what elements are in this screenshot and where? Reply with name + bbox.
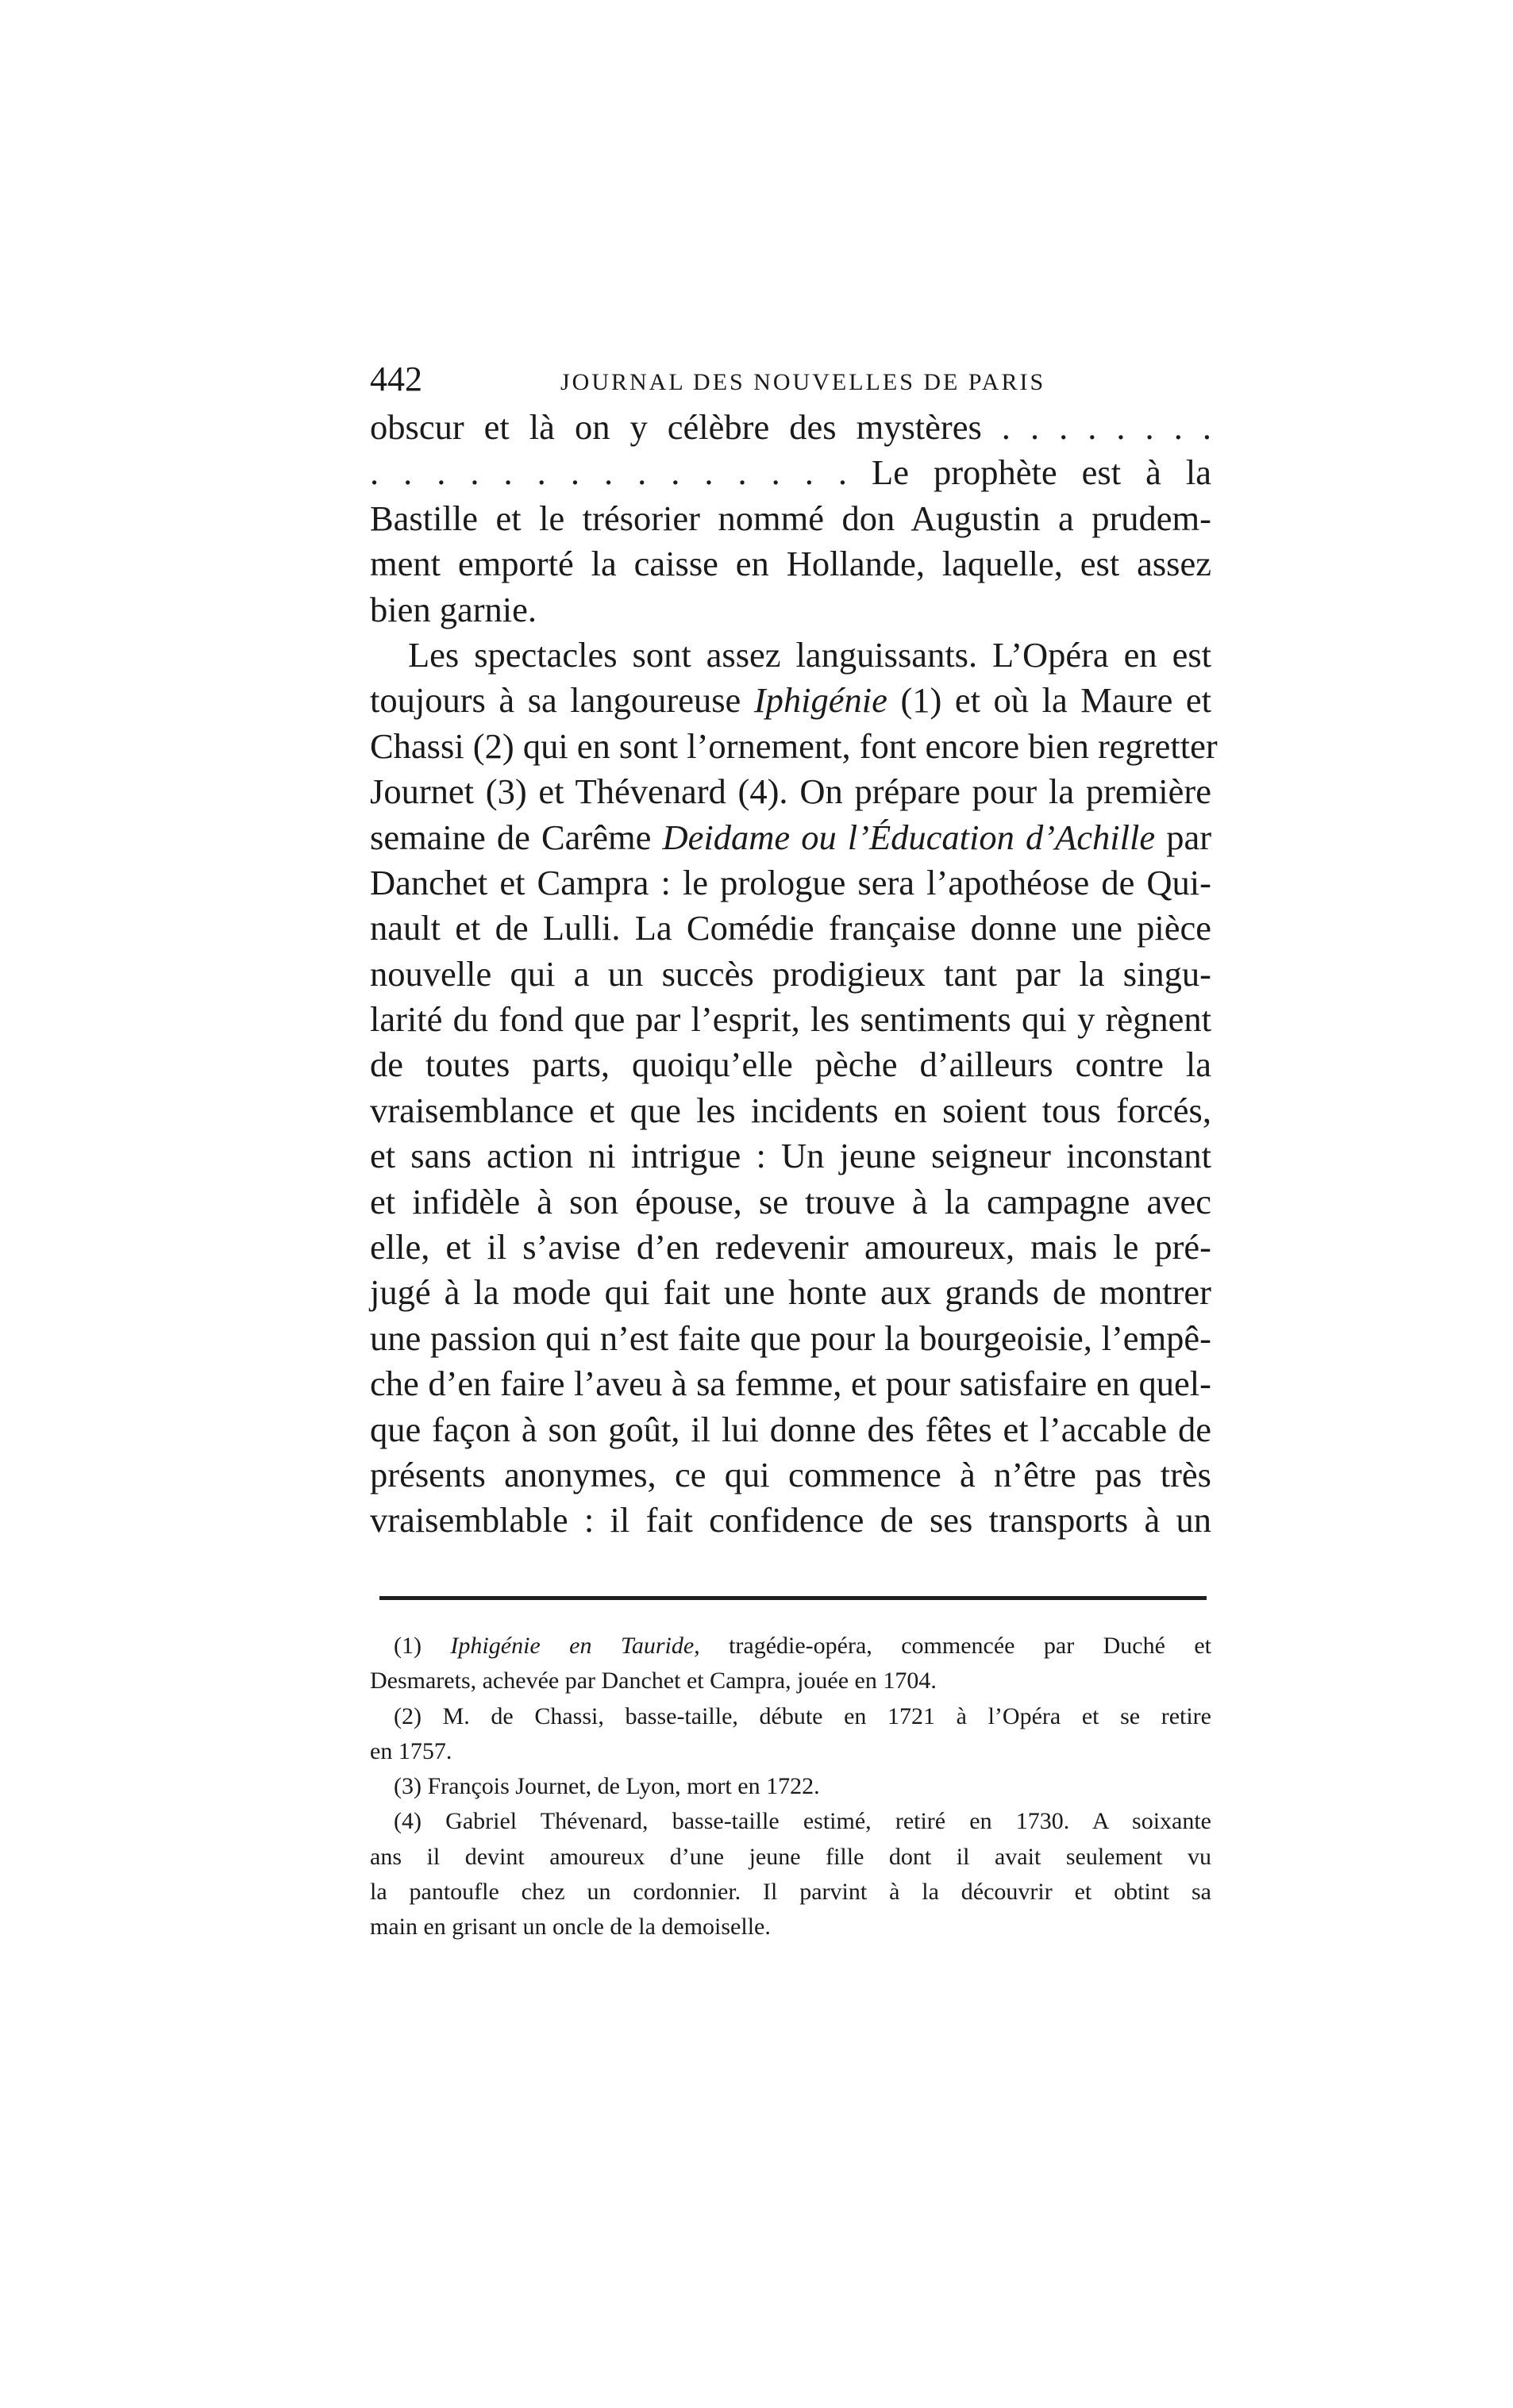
text-line: che d’en faire l’aveu à sa femme, et pour satisfaire en quel- <box>370 1364 1211 1404</box>
text-line: larité du fond que par l’esprit, les sentiments qui y règnent <box>370 999 1211 1040</box>
text-line: Bastille et le trésorier nommé don Augustin a prudem- <box>370 498 1211 538</box>
footnote-line: la pantoufle chez un cordonnier. Il parvint à la découvrir et obtint sa <box>370 1879 1211 1906</box>
text-line: de toutes parts, quoiqu’elle pèche d’ailleurs contre la <box>370 1044 1211 1085</box>
page-header <box>370 356 1211 403</box>
text-line: nouvelle qui a un succès prodigieux tant par la singu- <box>370 953 1211 994</box>
text-line: présents anonymes, ce qui commence à n’être pas très <box>370 1454 1211 1494</box>
text-line: bien garnie. <box>370 589 537 629</box>
footnote-title: Iphigénie en Tauride, <box>450 1633 700 1659</box>
text-line <box>370 678 1211 723</box>
footnote-marker: (1) <box>394 1633 422 1659</box>
text-segment: toujours à sa langoureuse <box>370 680 741 721</box>
text-line: . . . . . . . . . . . . . . . Le prophète est à la <box>370 452 1211 493</box>
text-line: nault et de Lulli. La Comédie française donne une pièce <box>370 908 1211 948</box>
text-line: Les spectacles sont assez languissants. L’Opéra en est <box>408 634 1211 675</box>
text-line: jugé à la mode qui fait une honte aux grands de montrer <box>370 1272 1211 1313</box>
text-line: une passion qui n’est faite que pour la bourgeoisie, l’empê- <box>370 1317 1211 1358</box>
text-line: et infidèle à son épouse, se trouve à la campagne avec <box>370 1181 1211 1221</box>
text-segment: semaine de Carême <box>370 817 652 857</box>
footnote-line: en 1757. <box>370 1737 452 1764</box>
text-line: Chassi (2) qui en sont l’ornement, font encore bien regretter <box>370 725 1218 766</box>
footnote-line: (2) M. de Chassi, basse-taille, débute en 1721 à l’Opéra et se retire <box>394 1702 1211 1729</box>
footnote-text: tragédie-opéra, commencée par Duché et <box>729 1633 1212 1659</box>
running-title: JOURNAL DES NOUVELLES DE PARIS <box>560 369 1046 395</box>
text-line: obscur et là on y célèbre des mystères . . . . . . . . <box>370 407 1211 447</box>
main-text <box>370 405 1218 1544</box>
text-line: vraisemblance et que les incidents en soient tous forcés, <box>370 1090 1211 1130</box>
footnote-line: Desmarets, achevée par Danchet et Campra, jouée en 1704. <box>370 1668 937 1694</box>
text-line <box>370 815 1211 860</box>
footnote-line: main en grisant un oncle de la demoiselle. <box>370 1914 771 1941</box>
text-line: ment emporté la caisse en Hollande, laquelle, est assez <box>370 544 1211 584</box>
text-line: vraisemblable : il fait confidence de ses transports à un <box>370 1500 1211 1541</box>
footnote-divider <box>379 1596 1207 1600</box>
text-line: et sans action ni intrigue : Un jeune seigneur inconstant <box>370 1136 1211 1176</box>
footnotes <box>370 1629 1211 1945</box>
footnote-line: (3) François Journet, de Lyon, mort en 1722. <box>394 1773 820 1800</box>
text-segment: (1) et où la Maure et <box>900 680 1212 721</box>
footnote-line: ans il devint amoureux d’une jeune fille dont il avait seulement vu <box>370 1843 1211 1870</box>
text-line: elle, et il s’avise d’en redevenir amoureux, mais le pré- <box>370 1227 1211 1267</box>
footnote-line: (4) Gabriel Thévenard, basse-taille estimé, retiré en 1730. A soixante <box>394 1808 1211 1835</box>
opera-title-iphigenie: Iphigénie <box>753 680 887 721</box>
opera-title-deidame: Deidame ou l’Éducation d’Achille <box>662 817 1156 857</box>
text-line: que façon à son goût, il lui donne des fêtes et l’accable de <box>370 1409 1211 1449</box>
text-segment: par <box>1166 817 1212 857</box>
footnote-line <box>370 1629 1211 1664</box>
page-number: 442 <box>370 360 422 398</box>
text-line: Journet (3) et Thévenard (4). On prépare pour la première <box>370 771 1211 812</box>
text-line: Danchet et Campra : le prologue sera l’apothéose de Qui- <box>370 862 1211 902</box>
